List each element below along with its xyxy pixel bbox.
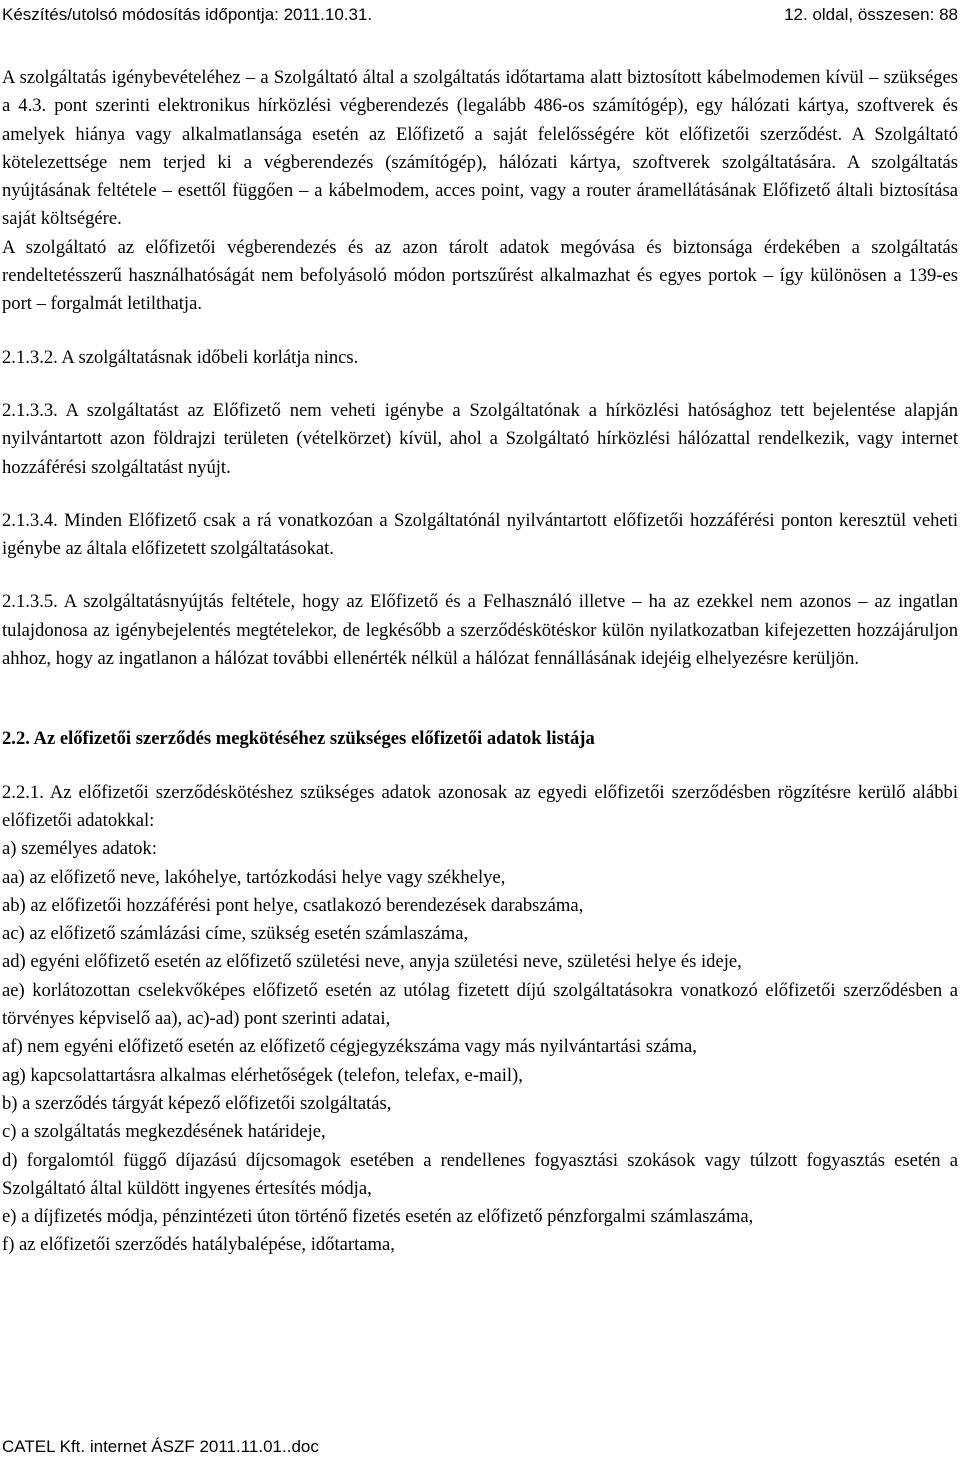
list-item: ad) egyéni előfizető esetén az előfizető születési neve, anyja születési neve, születési helye és ideje, [2, 951, 742, 973]
paragraph-equipment-requirements: A szolgáltatás igénybevételéhez – a Szolgáltató által a szolgáltatás időtartama alatt biztosított kábelmodemen kívül – szükséges a 4.3. pont szerinti elektronikus hírközlési végberendezés (legalább 486-os számítógép), egy hálózati kártya, szoftverek és amelyek hiánya vagy alkalmatlansága esetén az Előfizető a saját felelősségére köt előfizetői szerződést. A Szolgáltató kötelezettsége nem terjed ki a végberendezés (számítógép), hálózati kártya, szoftverek szolgáltatására. A szolgáltatás nyújtásának feltétele – esettől függően – a kábelmodem, acces point, vagy a router áramellátásának Előfizető általi biztosítása saját költségére. [2, 67, 958, 230]
list-item: aa) az előfizető neve, lakóhelye, tartózkodási helye vagy székhelye, [2, 866, 506, 888]
list-item: ab) az előfizetői hozzáférési pont helye, csatlakozó berendezések darabszáma, [2, 894, 584, 916]
paragraph-2-1-3-5: 2.1.3.5. A szolgáltatásnyújtás feltétele, hogy az Előfizető és a Felhasználó illetve – ha az ezekkel nem azonos – az ingatlan tulajdonosa az igénybejelentés megtételekor, de legkésőbb a szerződéskötéskor külön nyilatkozatban kifejezetten hozzájáruljon ahhoz, hogy az ingatlanon a hálózat további ellenérték nélkül a hálózat fennállásának idejéig elhelyezésre kerüljön. [2, 591, 958, 670]
list-item: d) forgalomtól függő díjazású díjcsomagok esetében a rendellenes fogyasztási szokások vagy túlzott fogyasztás esetén a Szolgáltató által küldött ingyenes értesítés módja, [2, 1149, 958, 1199]
list-item: ag) kapcsolattartásra alkalmas elérhetőségek (telefon, telefax, e-mail), [2, 1064, 523, 1086]
list-item: ac) az előfizető számlázási címe, szükség esetén számlaszáma, [2, 923, 469, 945]
paragraph-port-filtering: A szolgáltató az előfizetői végberendezés és az azon tárolt adatok megóvása és biztonsága érdekében a szolgáltatás rendeltetésszerű használhatóságát nem befolyásoló módon portszűrést alkalmazhat és egyes portok – így különösen a 139-es port – forgalmát letilthatja. [2, 236, 958, 315]
document-body [2, 64, 958, 1260]
list-item: b) a szerződés tárgyát képező előfizetői szolgáltatás, [2, 1092, 392, 1114]
paragraph-2-1-3-4: 2.1.3.4. Minden Előfizető csak a rá vonatkozóan a Szolgáltatónál nyilvántartott előfizetői hozzáférési ponton keresztül veheti igénybe az általa előfizetett szolgáltatásokat. [2, 509, 958, 560]
page-footer: CATEL Kft. internet ÁSZF 2011.11.01..doc [2, 1437, 319, 1456]
list-item: af) nem egyéni előfizető esetén az előfizető cégjegyzékszáma vagy más nyilvántartási száma, [2, 1036, 697, 1058]
header-page-number: 12. oldal, összesen: 88 [784, 5, 958, 24]
paragraph-2-2-1: 2.2.1. Az előfizetői szerződéskötéshez szükséges adatok azonosak az egyedi előfizetői szerződésben rögzítésre kerülő alábbi előfizetői adatokkal: [2, 781, 958, 831]
list-item: c) a szolgáltatás megkezdésének határideje, [2, 1121, 326, 1143]
list-item: f) az előfizetői szerződés hatálybalépése, időtartama, [2, 1234, 395, 1256]
header-timestamp: Készítés/utolsó módosítás időpontja: 2011.10.31. [2, 5, 373, 24]
paragraph-2-1-3-2: 2.1.3.2. A szolgáltatásnak időbeli korlátja nincs. [2, 346, 359, 368]
section-heading: 2.2. Az előfizetői szerződés megkötéséhez szükséges előfizetői adatok listája [2, 728, 595, 750]
list-item: ae) korlátozottan cselekvőképes előfizető esetén az utólag fizetett díjú szolgáltatásokra vonatkozó előfizetői szerződésben a törvényes képviselő aa), ac)-ad) pont szerinti adatai, [2, 979, 958, 1030]
list-item: e) a díjfizetés módja, pénzintézeti úton történő fizetés esetén az előfizető pénzforgalmi számlaszáma, [2, 1206, 754, 1228]
list-item: a) személyes adatok: [2, 838, 157, 860]
page-header [2, 4, 958, 26]
paragraph-2-1-3-3: 2.1.3.3. A szolgáltatást az Előfizető nem veheti igénybe a Szolgáltatónak a hírközlési hatósághoz tett bejelentése alapján nyilvántartott azon földrajzi területen (vételkörzet) kívül, ahol a Szolgáltató hírközlési hálózattal rendelkezik, vagy internet hozzáférési szolgáltatást nyújt. [2, 399, 958, 478]
